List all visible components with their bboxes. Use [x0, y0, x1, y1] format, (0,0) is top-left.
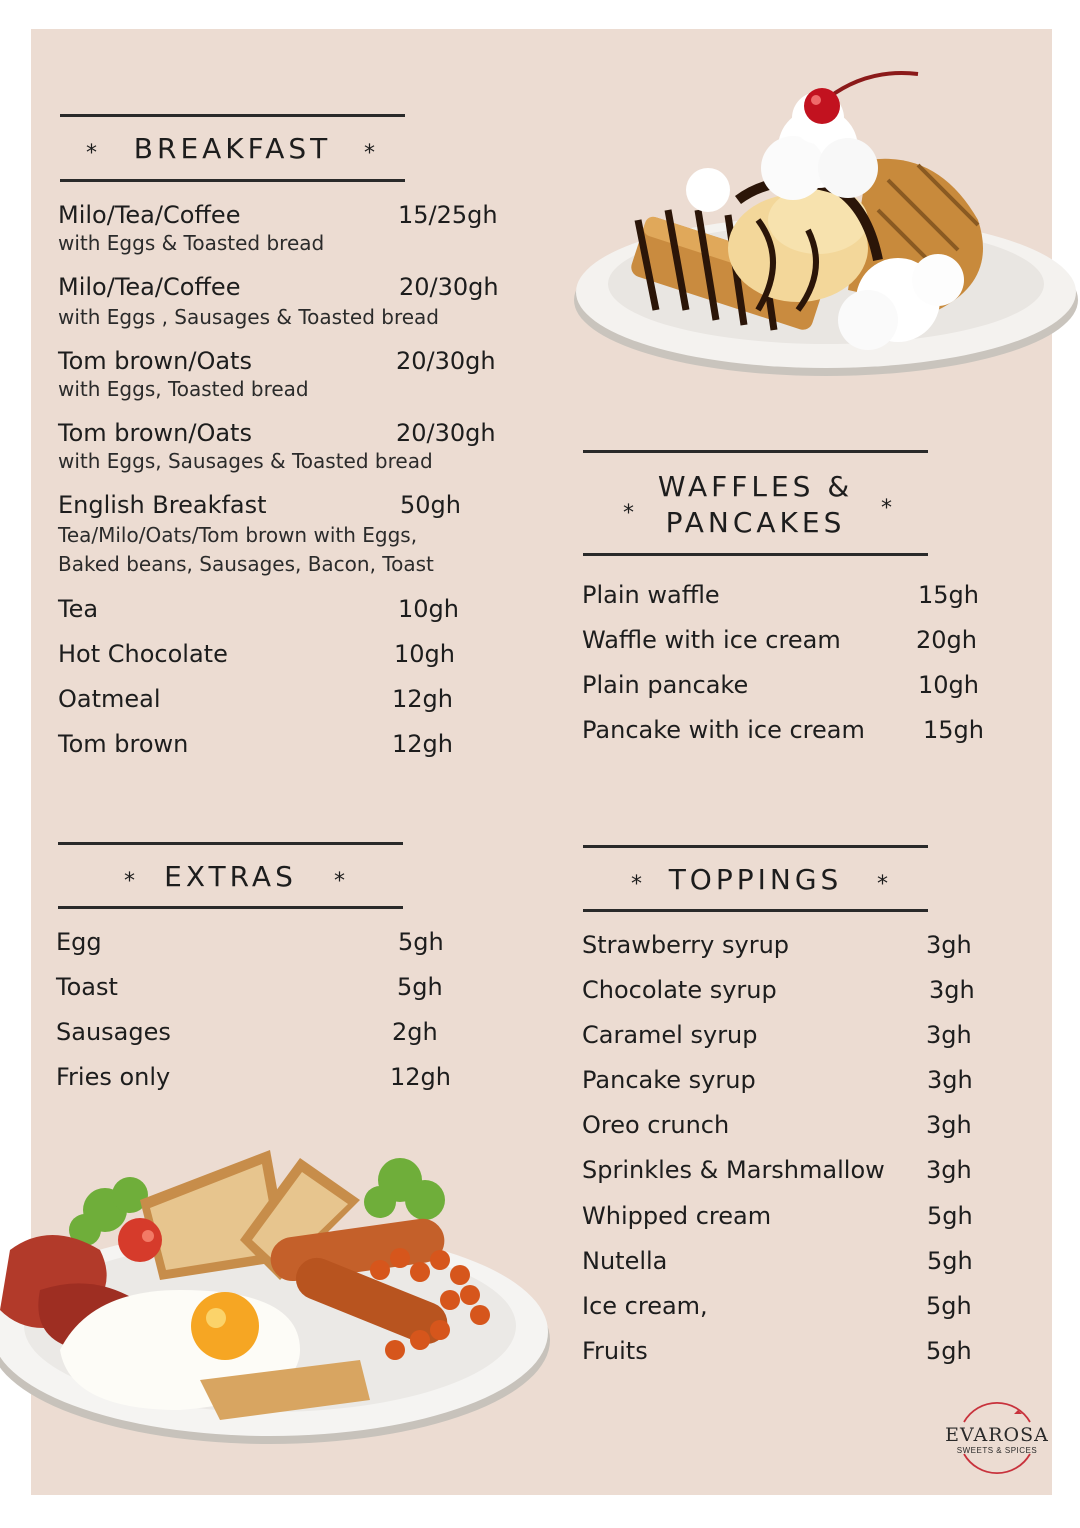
waffles-item-name: Pancake with ice cream [582, 716, 865, 744]
breakfast-top-rule [60, 114, 405, 117]
toppings-bottom-rule [583, 909, 928, 912]
breakfast-item-desc: with Eggs & Toasted bread [58, 231, 325, 255]
waffles-header [583, 450, 928, 558]
toppings-item-name: Oreo crunch [582, 1111, 730, 1139]
toppings-title: TOPPINGS [668, 863, 843, 896]
extras-header [58, 842, 403, 912]
logo-wordmark: EVAROSA [945, 1424, 1049, 1446]
breakfast-item-price: 10gh [398, 595, 459, 623]
extras-item-name: Fries only [56, 1063, 171, 1091]
toppings-item-name: Caramel syrup [582, 1021, 758, 1049]
star-left: * [623, 501, 634, 526]
extras-item-price: 12gh [390, 1063, 451, 1091]
toppings-item-price: 3gh [926, 1156, 972, 1184]
toppings-item-price: 3gh [926, 931, 972, 959]
toppings-item-name: Pancake syrup [582, 1066, 756, 1094]
breakfast-item-desc: with Eggs, Toasted bread [58, 377, 309, 401]
toppings-item-price: 3gh [926, 1111, 972, 1139]
extras-item-price: 2gh [392, 1018, 438, 1046]
extras-item-name: Egg [56, 928, 102, 956]
waffles-bottom-rule [583, 553, 928, 556]
extras-title: EXTRAS [164, 860, 297, 893]
breakfast-item-desc: Tea/Milo/Oats/Tom brown with Eggs, [58, 523, 418, 547]
breakfast-item-name: English Breakfast [58, 491, 267, 519]
star-right: * [334, 869, 345, 894]
waffle-sundae-illustration [568, 70, 1080, 390]
toppings-item-name: Whipped cream [582, 1202, 772, 1230]
toppings-item-price: 3gh [926, 1021, 972, 1049]
extras-bottom-rule [58, 906, 403, 909]
waffles-item-price: 10gh [918, 671, 979, 699]
breakfast-item-desc: Baked beans, Sausages, Bacon, Toast [58, 552, 434, 576]
star-right: * [877, 872, 888, 897]
breakfast-item-price: 10gh [394, 640, 455, 668]
toppings-header [583, 845, 928, 915]
breakfast-item-price: 20/30gh [396, 419, 496, 447]
waffles-top-rule [583, 450, 928, 453]
extras-item-name: Toast [56, 973, 118, 1001]
toppings-item-price: 5gh [926, 1292, 972, 1320]
waffles-item-price: 15gh [918, 581, 979, 609]
english-breakfast-illustration [0, 1140, 560, 1450]
breakfast-item-name: Milo/Tea/Coffee [58, 201, 241, 229]
waffles-item-name: Plain waffle [582, 581, 720, 609]
breakfast-item-name: Tea [58, 595, 99, 623]
star-left: * [631, 872, 642, 897]
star-right: * [364, 141, 375, 166]
waffles-title-line1: WAFFLES & [657, 470, 854, 503]
extras-top-rule [58, 842, 403, 845]
breakfast-item-name: Tom brown/Oats [58, 419, 252, 447]
extras-item-name: Sausages [56, 1018, 171, 1046]
breakfast-item-name: Hot Chocolate [58, 640, 228, 668]
toppings-item-name: Ice cream, [582, 1292, 708, 1320]
breakfast-item-name: Milo/Tea/Coffee [58, 273, 241, 301]
breakfast-item-price: 12gh [392, 685, 453, 713]
breakfast-item-desc: with Eggs , Sausages & Toasted bread [58, 305, 440, 329]
breakfast-bottom-rule [60, 179, 405, 182]
breakfast-item-price: 20/30gh [396, 347, 496, 375]
toppings-item-price: 3gh [929, 976, 975, 1004]
waffles-item-price: 20gh [916, 626, 977, 654]
waffles-item-name: Plain pancake [582, 671, 749, 699]
waffles-item-price: 15gh [923, 716, 984, 744]
toppings-item-name: Strawberry syrup [582, 931, 790, 959]
breakfast-item-name: Tom brown/Oats [58, 347, 252, 375]
toppings-item-price: 5gh [926, 1337, 972, 1365]
toppings-item-price: 5gh [927, 1247, 973, 1275]
breakfast-header [60, 114, 405, 184]
star-left: * [86, 141, 97, 166]
waffles-title-line2: PANCAKES [665, 506, 846, 539]
toppings-item-name: Fruits [582, 1337, 648, 1365]
waffles-item-name: Waffle with ice cream [582, 626, 841, 654]
evarosa-logo [942, 1398, 1052, 1482]
star-right: * [881, 496, 892, 521]
extras-item-price: 5gh [398, 928, 444, 956]
breakfast-title: BREAKFAST [133, 132, 332, 165]
breakfast-item-price: 12gh [392, 730, 453, 758]
toppings-item-price: 5gh [927, 1202, 973, 1230]
logo-tagline: SWEETS & SPICES [956, 1446, 1038, 1455]
star-left: * [124, 869, 135, 894]
toppings-item-name: Sprinkles & Marshmallow [582, 1156, 885, 1184]
toppings-item-name: Chocolate syrup [582, 976, 777, 1004]
breakfast-item-name: Oatmeal [58, 685, 161, 713]
toppings-top-rule [583, 845, 928, 848]
toppings-item-price: 3gh [927, 1066, 973, 1094]
breakfast-item-name: Tom brown [58, 730, 189, 758]
breakfast-item-desc: with Eggs, Sausages & Toasted bread [58, 449, 433, 473]
extras-item-price: 5gh [397, 973, 443, 1001]
breakfast-item-price: 15/25gh [398, 201, 498, 229]
breakfast-item-price: 50gh [400, 491, 461, 519]
breakfast-item-price: 20/30gh [399, 273, 499, 301]
toppings-item-name: Nutella [582, 1247, 668, 1275]
